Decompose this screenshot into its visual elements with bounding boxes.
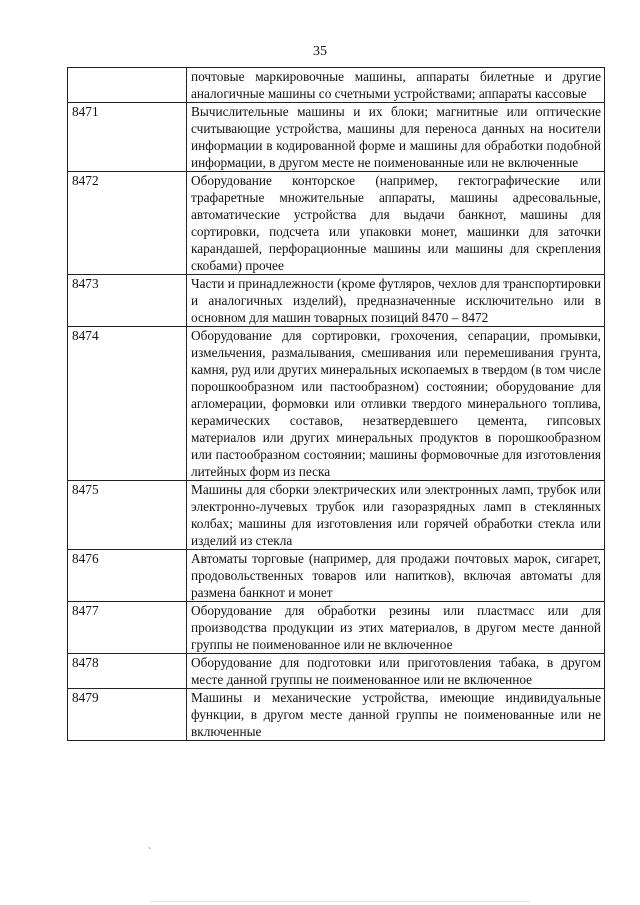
table-row <box>68 172 605 275</box>
code-cell <box>68 68 187 103</box>
description-cell: Машины для сборки электрических или электронных ламп, трубок или электронно-лучевых трубок или газоразрядных ламп в стеклянных колбах; машины для изготовления или горячей обработки стекла или изделий из стекла <box>187 481 605 550</box>
table-row <box>68 550 605 602</box>
description-cell: Оборудование для подготовки или приготовления табака, в другом месте данной группы не поименованное или не включенное <box>187 654 605 689</box>
table-row <box>68 327 605 481</box>
stray-mark: ` <box>148 847 152 858</box>
description-cell: Оборудование для обработки резины или пластмасс или для производства продукции из этих материалов, в другом месте данной группы не поименованное или не включенное <box>187 602 605 654</box>
description-cell: Части и принадлежности (кроме футляров, чехлов для транспортировки и аналогичных изделий), предназначенные исключительно или в основном для машин товарных позиций 8470 – 8472 <box>187 275 605 327</box>
description-cell: Машины и механические устройства, имеющие индивидуальные функции, в другом месте данной группы не поименованные или не включенные <box>187 689 605 741</box>
code-cell: 8474 <box>68 327 187 481</box>
page-bottom-rule <box>150 901 530 902</box>
table-row <box>68 602 605 654</box>
code-cell: 8475 <box>68 481 187 550</box>
description-cell: почтовые маркировочные машины, аппараты билетные и другие аналогичные машины со счетными устройствами; аппараты кассовые <box>187 68 605 103</box>
table-row <box>68 481 605 550</box>
code-cell: 8479 <box>68 689 187 741</box>
code-cell: 8476 <box>68 550 187 602</box>
code-cell: 8471 <box>68 103 187 172</box>
table-row <box>68 103 605 172</box>
description-cell: Автоматы торговые (например, для продажи почтовых марок, сигарет, продовольственных товаров или напитков), включая автоматы для размена банкнот и монет <box>187 550 605 602</box>
table-row <box>68 275 605 327</box>
table-row <box>68 654 605 689</box>
code-cell: 8478 <box>68 654 187 689</box>
code-cell: 8477 <box>68 602 187 654</box>
commodity-code-table <box>67 67 605 741</box>
description-cell: Оборудование конторское (например, гектографические или трафаретные множительные аппараты, машины адресовальные, автоматические устройства для выдачи банкнот, машины для сортировки, подсчета или упаковки монет, машинки для заточки карандашей, перфорационные машины или машины для скрепления скобами) прочее <box>187 172 605 275</box>
table-row <box>68 68 605 103</box>
code-cell: 8473 <box>68 275 187 327</box>
description-cell: Оборудование для сортировки, грохочения, сепарации, промывки, измельчения, размалывания, смешивания или перемешивания грунта, камня, руд или других минеральных ископаемых в твердом (в том числе порошкообразном или пастообразном) состоянии; оборудование для агломерации, формовки или отливки твердого минерального топлива, керамических составов, незатвердевшего цемента, гипсовых материалов или других минеральных продуктов в порошкообразном или пастообразном состоянии; машины формовочные для изготовления литейных форм из песка <box>187 327 605 481</box>
table-row <box>68 689 605 741</box>
page-number: 35 <box>313 44 327 59</box>
code-cell: 8472 <box>68 172 187 275</box>
description-cell: Вычислительные машины и их блоки; магнитные или оптические считывающие устройства, машины для переноса данных на носители информации в кодированной форме и машины для обработки подобной информации, в другом месте не поименованные или не включенные <box>187 103 605 172</box>
